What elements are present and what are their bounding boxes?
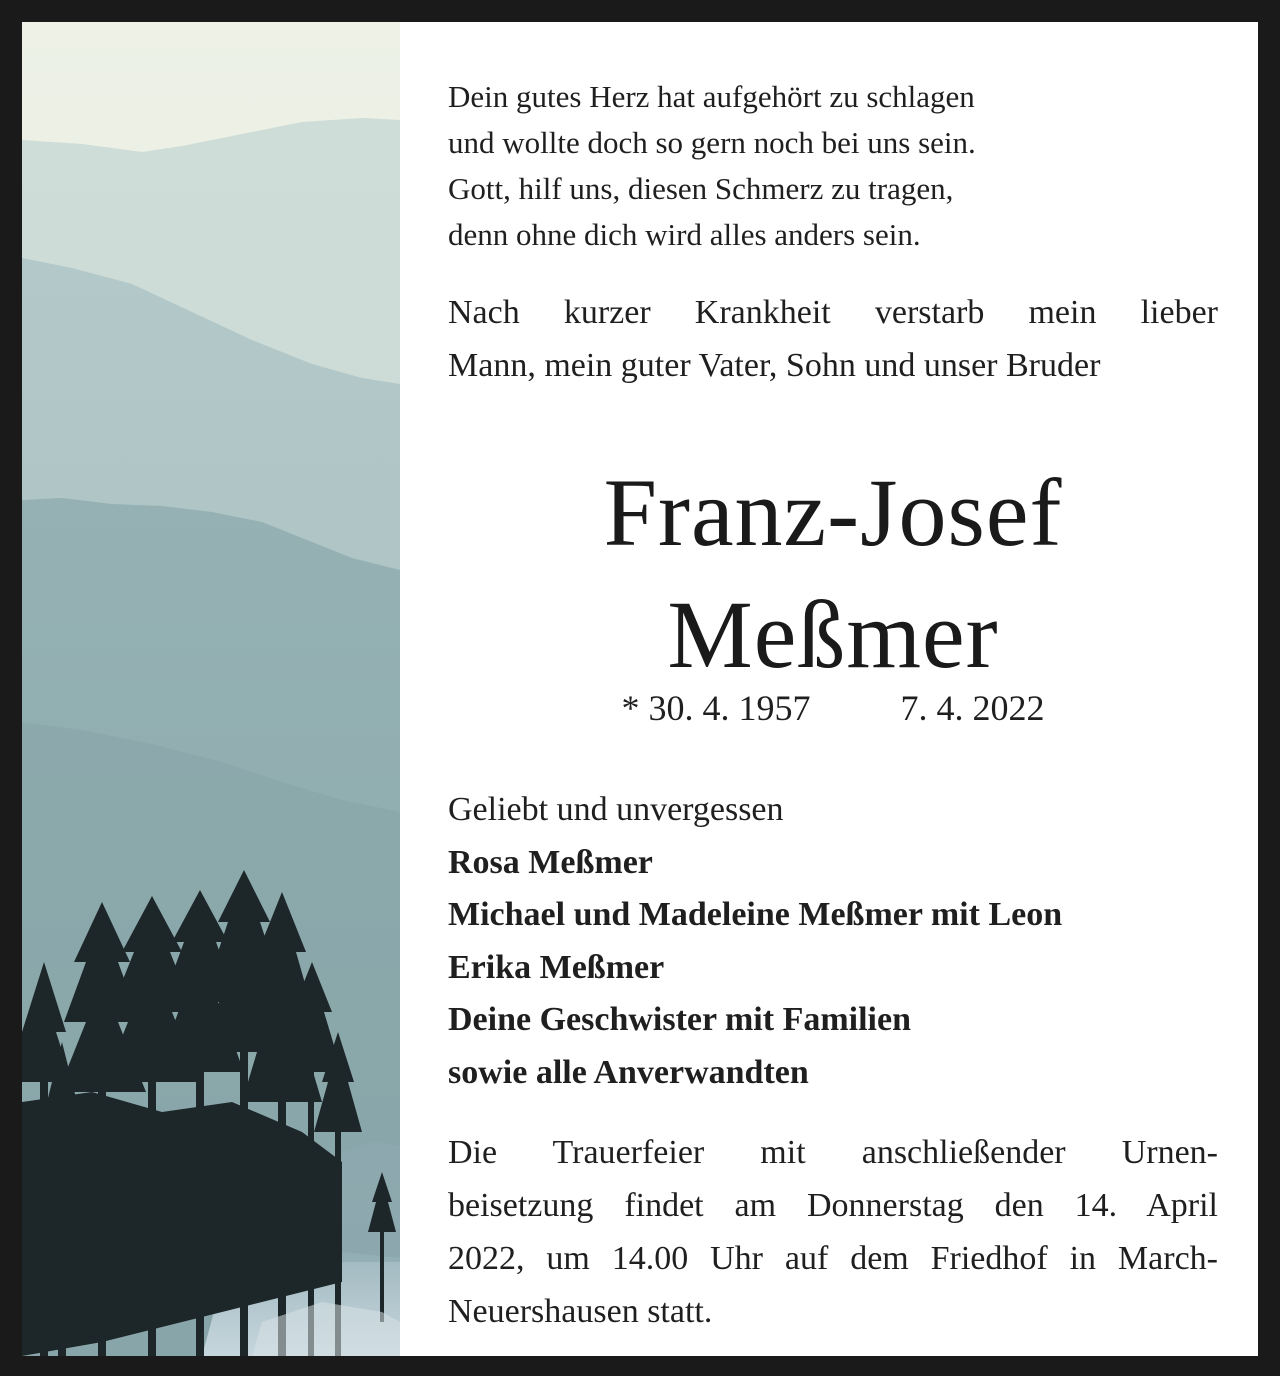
deceased-first-name: Franz-Josef — [603, 459, 1063, 566]
ceremony-line: beisetzung findet am Donnerstag den 14. April — [448, 1187, 1218, 1224]
poem-line: Gott, hilf uns, diesen Schmerz zu tragen, — [448, 171, 954, 206]
announcement-line: Mann, mein guter Vater, Sohn und unser Bruder — [448, 347, 1101, 384]
obituary-notice — [22, 22, 1258, 1356]
landscape-illustration — [22, 22, 400, 1356]
poem-line: denn ohne dich wird alles anders sein. — [448, 217, 921, 252]
mourner-name: Rosa Meßmer — [448, 843, 653, 881]
birth-date: * 30. 4. 1957 — [621, 688, 811, 728]
mountain-forest-image — [22, 22, 400, 1356]
mourners-list — [448, 784, 1218, 1099]
poem-line: und wollte doch so gern noch bei uns sein. — [448, 125, 976, 160]
mourner-name: Erika Meßmer — [448, 948, 665, 986]
announcement-line: Nach kurzer Krankheit verstarb mein lieber — [448, 294, 1218, 331]
ceremony-line: Die Trauerfeier mit anschließender Urnen- — [448, 1134, 1218, 1171]
mourner-name: sowie alle Anverwandten — [448, 1053, 809, 1091]
deceased-last-name: Meßmer — [667, 581, 999, 688]
ceremony-line: 2022, um 14.00 Uhr auf dem Friedhof in March- — [448, 1240, 1218, 1277]
ceremony-line: Neuershausen statt. — [448, 1293, 713, 1330]
funeral-details — [448, 1126, 1218, 1338]
mourner-name: Michael und Madeleine Meßmer mit Leon — [448, 896, 1063, 933]
deceased-name — [448, 452, 1218, 696]
mourner-name: Deine Geschwister mit Familien — [448, 1001, 912, 1038]
death-date: 7. 4. 2022 — [900, 688, 1045, 728]
death-announcement — [448, 286, 1218, 392]
memorial-poem — [448, 74, 1218, 258]
mourners-lead: Geliebt und unvergessen — [448, 791, 784, 828]
poem-line: Dein gutes Herz hat aufgehört zu schlagen — [448, 79, 975, 114]
life-dates — [448, 682, 1218, 734]
